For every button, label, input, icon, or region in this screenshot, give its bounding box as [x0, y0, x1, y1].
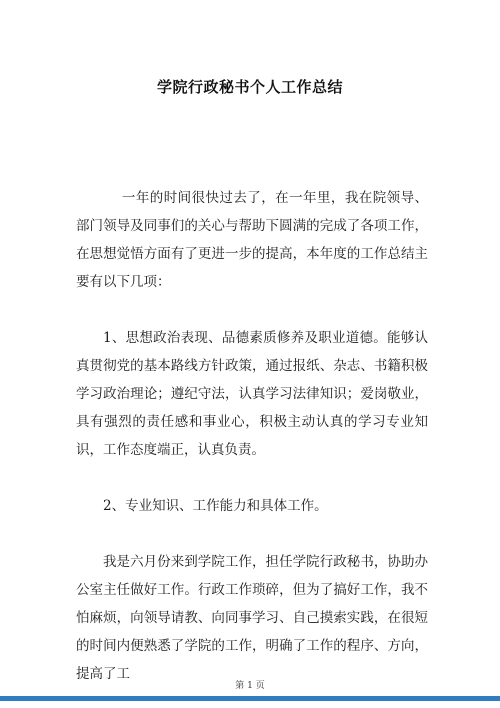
paragraph-details: 我是六月份来到学院工作，担任学院行政秘书，协助办公室主任做好工作。行政工作琐碎，但为了搞好工作，我不怕麻烦，向领导请教、向同事学习、自己摸索实践，在很短的时间内便熟悉了学院的工作，明确了工作的程序、方向，提高了工: [76, 554, 428, 682]
paragraph-item-1: 1、思想政治表现、品德素质修养及职业道德。能够认真贯彻党的基本路线方针政策，通过报纸、杂志、书籍积极学习政治理论；遵纪守法，认真学习法律知识；爱岗敬业，具有强烈的责任感和事业心，积极主动认真的学习专业知识，工作态度端正，认真负责。: [76, 330, 428, 458]
page-number: 第 1 页: [235, 681, 265, 691]
paragraph-item-2: 2、专业知识、工作能力和具体工作。: [103, 498, 328, 514]
document-body: [76, 184, 428, 688]
document-title: 学院行政秘书个人工作总结: [156, 78, 343, 96]
footer-rule: [0, 696, 500, 701]
paragraph-intro: 一年的时间很快过去了，在一年里，我在院领导、部门领导及同事们的关心与帮助下圆满的完成了各项工作，在思想觉悟方面有了更进一步的提高，本年度的工作总结主要有以下几项：: [76, 190, 428, 290]
